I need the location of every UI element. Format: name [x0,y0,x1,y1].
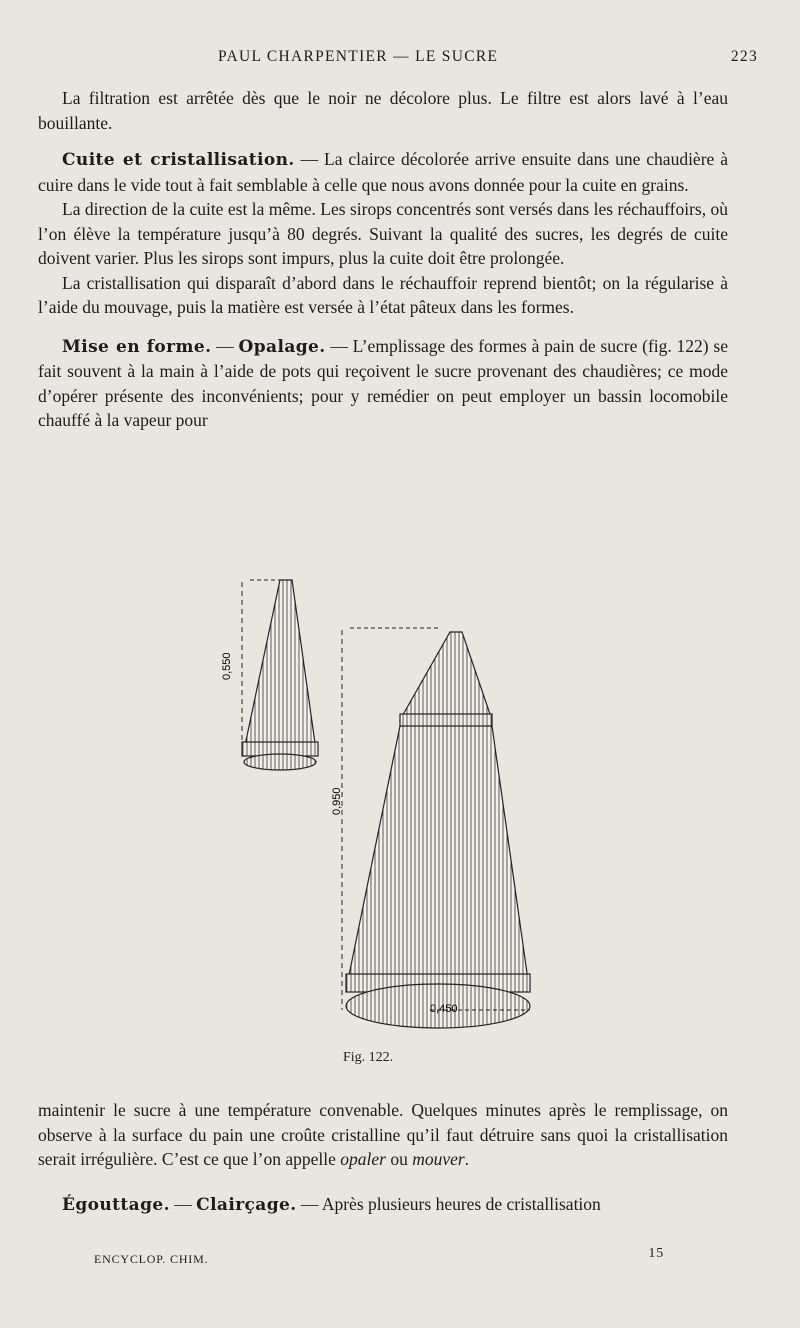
page-footer [94,1246,664,1267]
paragraph-egouttage-text: — Après plusieurs heures de cristallisation [296,1193,601,1214]
signature-mark: 15 [648,1246,664,1261]
heading-clairage: Clairçage. [196,1194,297,1215]
paragraph-egouttage [38,1192,728,1218]
sentence-end: . [464,1149,470,1169]
text-block-bottom [38,1098,728,1217]
paragraph-cuite-text: — La clairce décolorée arrive ensuite dans une chaudière à cuire dans le vide tout à fait semblable à celle que nous avons donnée pour la cuite en grains. [38,149,728,195]
figure-caption: Fig. 122. [343,1050,394,1065]
small-mold [221,580,318,770]
base-width-label: 0,450 [430,1003,458,1015]
term-opaler: opaler [340,1149,386,1169]
paragraph-cuite [38,147,728,197]
running-header [38,48,758,70]
text-block-top [38,86,728,433]
small-height-label: 0,550 [221,652,233,680]
paragraph-filtration: La filtration est arrêtée dès que le noir ne décolore plus. Le filtre est alors lavé à l’eau bouillante. [38,88,728,133]
footer-encyclopedia: ENCYCLOP. CHIM. [94,1252,209,1266]
heading-egouttage: Égouttage. [62,1194,170,1215]
paragraph-cristallisation: La cristallisation qui disparaît d’abord dans le réchauffoir reprend bientôt; on la régularise à l’aide du mouvage, puis la matière est versée à l’état pâteux dans les formes. [38,272,728,317]
heading-dash: — [211,335,239,356]
heading-opalage: Opalage. [238,336,326,357]
heading-mise-en-forme: Mise en forme. [62,336,212,357]
sugar-loaf-molds-figure [221,570,550,1050]
page-number: 223 [730,48,758,65]
large-mold [331,628,530,1028]
paragraph-opaler [38,1098,728,1172]
term-conjunction: ou [385,1149,413,1169]
heading-cuite: Cuite et cristallisation. [62,150,295,170]
paragraph-mise-en-forme-text: — L’emplissage des formes à pain de sucre (fig. 122) se fait souvent à la main à l’aide de pots qui reçoivent le sucre provenant des chaudières; ce mode d’opérer présente des inconvénients; pour y remédier on peut employer un bassin locomobile chauffé à la vapeur pour [38,335,729,430]
paragraph-mise-en-forme [38,334,728,433]
large-height-label: 0,950 [331,787,343,815]
paragraph-opaler-text: maintenir le sucre à une température convenable. Quelques minutes après le remplissage, on observe à la surface du pain une croûte cristalline qu’il faut détruire sans quoi la cristallisation serait irrégulière. C’est ce que l’on appelle [38,1100,728,1169]
running-title: PAUL CHARPENTIER — LE SUCRE [218,48,499,65]
heading-dash-2: — [169,1193,197,1214]
paragraph-direction: La direction de la cuite est la même. Les sirops concentrés sont versés dans les réchauffoirs, où l’on élève la température jusqu’à 80 degrés. Suivant la qualité des sucres, les degrés de cuite doivent varier. Plus les sirops sont impurs, plus la cuite doit être prolongée. [38,199,728,268]
term-mouver: mouver [412,1149,465,1169]
